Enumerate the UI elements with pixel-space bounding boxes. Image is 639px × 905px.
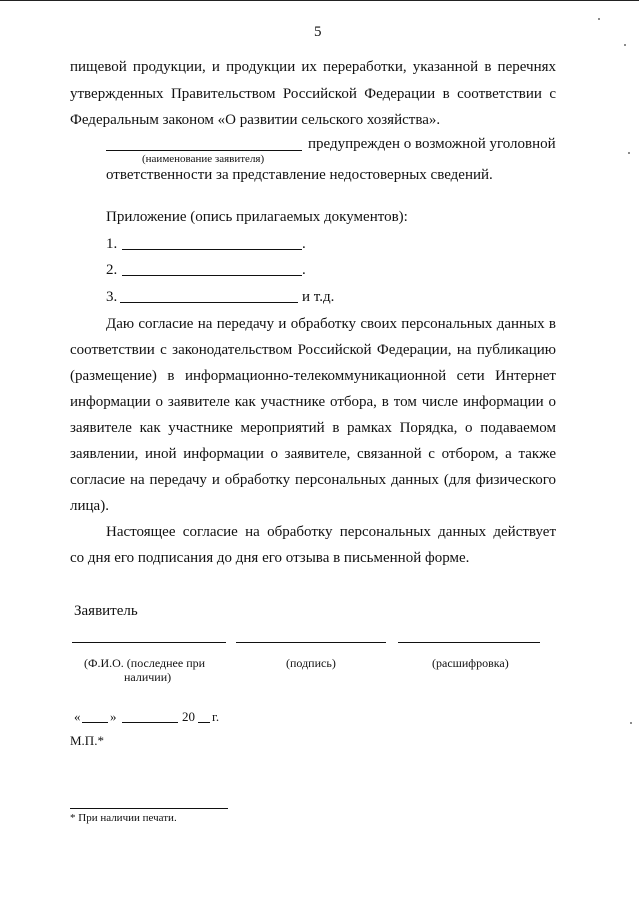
- date-year-suffix: г.: [212, 709, 220, 724]
- fio-line: [72, 642, 226, 643]
- attachment-item-2-number: 2.: [106, 262, 118, 278]
- footnote-text: * При наличии печати.: [70, 812, 177, 824]
- attachment-heading: Приложение (опись прилагаемых документов):: [106, 209, 408, 225]
- applicant-label: Заявитель: [74, 603, 138, 619]
- date-close-quote: »: [110, 709, 117, 724]
- attachment-item-3-number: 3.: [106, 289, 118, 305]
- decode-caption: (расшифровка): [432, 656, 509, 670]
- consent-line-6: заявлении, иной информации о заявителе, связанной с отбором, а также: [70, 446, 556, 462]
- date-month-blank: [122, 722, 178, 723]
- fio-caption-line-1: (Ф.И.О. (последнее при: [84, 656, 206, 670]
- consent-line-4: информации о заявителе как участнике отбора, в том числе информации о: [70, 394, 556, 410]
- stamp-label: М.П.*: [70, 733, 104, 748]
- warning-text: предупрежден о возможной уголовной: [308, 136, 556, 152]
- scan-speck: [628, 152, 630, 154]
- attachment-item-1-suffix: .: [302, 236, 306, 252]
- fio-caption-line-2: наличии): [124, 670, 172, 684]
- date-year-prefix: 20: [182, 709, 195, 724]
- consent-line-7: согласие на передачу и обработку персональных данных (для физического: [70, 472, 556, 488]
- validity-line-1: Настоящее согласие на обработку персональных данных действует: [106, 524, 556, 540]
- decode-line: [398, 642, 540, 643]
- consent-line-8: лица).: [70, 498, 109, 514]
- intro-line-3: Федеральным законом «О развитии сельского хозяйства».: [70, 112, 441, 128]
- attachment-item-3-blank: [120, 302, 298, 303]
- page-top-border: [0, 0, 639, 1]
- scan-speck: [630, 722, 632, 724]
- warning-line-2: ответственности за представление недостоверных сведений.: [106, 167, 493, 183]
- scan-speck: [624, 44, 626, 46]
- consent-line-1: Даю согласие на передачу и обработку своих персональных данных в: [106, 316, 556, 332]
- attachment-item-2-suffix: .: [302, 262, 306, 278]
- consent-line-2: соответствии с законодательством Российской Федерации, на публикацию: [70, 342, 556, 358]
- attachment-item-1-blank: [122, 249, 302, 250]
- attachment-item-2-blank: [122, 275, 302, 276]
- date-day-blank: [82, 722, 108, 723]
- page-number: 5: [314, 24, 322, 40]
- attachment-item-3-suffix: и т.д.: [302, 289, 335, 305]
- validity-line-2: со дня его подписания до дня его отзыва в письменной форме.: [70, 550, 470, 566]
- consent-line-5: заявителе как участнике мероприятий в рамках Порядка, о подаваемом: [70, 420, 556, 436]
- applicant-name-blank: [106, 150, 302, 151]
- signature-caption: (подпись): [286, 656, 336, 670]
- date-open-quote: «: [74, 709, 81, 724]
- footnote-separator: [70, 808, 228, 809]
- signature-line: [236, 642, 386, 643]
- date-year-blank: [198, 722, 210, 723]
- intro-line-1: пищевой продукции, и продукции их переработки, указанной в перечнях: [70, 59, 556, 75]
- applicant-name-caption: (наименование заявителя): [142, 153, 265, 165]
- scan-speck: [598, 18, 600, 20]
- intro-line-2: утвержденных Правительством Российской Федерации в соответствии с: [70, 86, 556, 102]
- attachment-item-1-number: 1.: [106, 236, 118, 252]
- consent-line-3: (размещение) в информационно-телекоммуникационной сети Интернет: [70, 368, 556, 384]
